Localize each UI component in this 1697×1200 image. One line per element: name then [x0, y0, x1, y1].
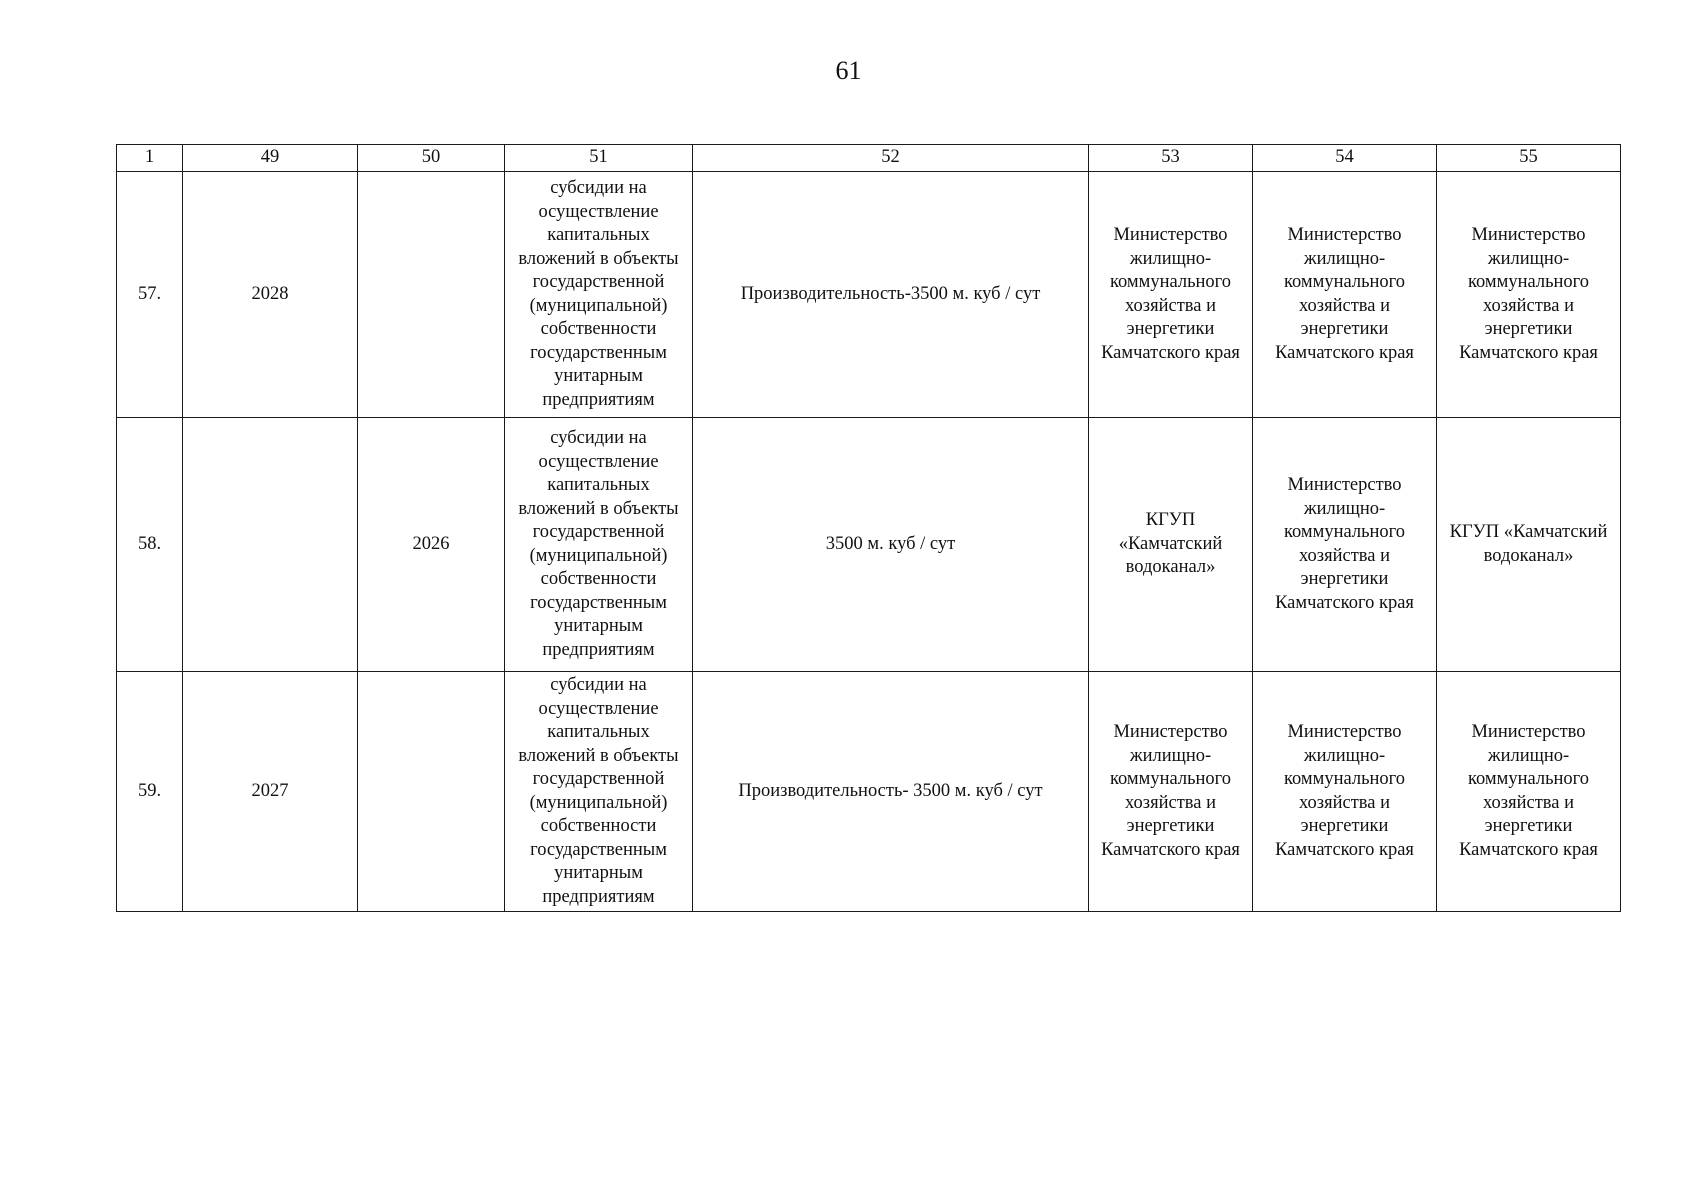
- table-cell: [358, 172, 505, 418]
- table-cell: Министерство жилищно-коммунального хозяйства и энергетики Камчатского края: [1437, 672, 1621, 912]
- table-cell: 2026: [358, 418, 505, 672]
- table-row: [117, 672, 1621, 912]
- column-header: 51: [505, 145, 693, 172]
- table-cell: Министерство жилищно-коммунального хозяйства и энергетики Камчатского края: [1089, 172, 1253, 418]
- table-cell: 2027: [183, 672, 358, 912]
- column-header: 52: [693, 145, 1089, 172]
- data-table: [116, 144, 1621, 912]
- page-number: 61: [835, 56, 862, 85]
- table-cell: Производительность-3500 м. куб / сут: [693, 172, 1089, 418]
- row-number-cell: 57.: [117, 172, 183, 418]
- row-number-cell: 59.: [117, 672, 183, 912]
- table-cell: [358, 672, 505, 912]
- table-cell: Министерство жилищно-коммунального хозяйства и энергетики Камчатского края: [1089, 672, 1253, 912]
- table-cell: 3500 м. куб / сут: [693, 418, 1089, 672]
- table-cell: субсидии на осуществление капитальных вложений в объекты государственной (муниципальной) собственности государственным унитарным предприятиям: [505, 672, 693, 912]
- column-header: 1: [117, 145, 183, 172]
- column-header: 55: [1437, 145, 1621, 172]
- table-cell: Производительность- 3500 м. куб / сут: [693, 672, 1089, 912]
- table-cell: КГУП «Камчатский водоканал»: [1089, 418, 1253, 672]
- column-header: 53: [1089, 145, 1253, 172]
- table-row: [117, 172, 1621, 418]
- table-cell: 2028: [183, 172, 358, 418]
- table-cell: Министерство жилищно-коммунального хозяйства и энергетики Камчатского края: [1437, 172, 1621, 418]
- table-cell: субсидии на осуществление капитальных вложений в объекты государственной (муниципальной) собственности государственным унитарным предприятиям: [505, 172, 693, 418]
- table-cell: субсидии на осуществление капитальных вложений в объекты государственной (муниципальной) собственности государственным унитарным предприятиям: [505, 418, 693, 672]
- table-cell: Министерство жилищно-коммунального хозяйства и энергетики Камчатского края: [1253, 672, 1437, 912]
- column-header: 54: [1253, 145, 1437, 172]
- table-row: [117, 418, 1621, 672]
- row-number-cell: 58.: [117, 418, 183, 672]
- table-header-row: [117, 145, 1621, 172]
- table-cell: Министерство жилищно-коммунального хозяйства и энергетики Камчатского края: [1253, 418, 1437, 672]
- column-header: 49: [183, 145, 358, 172]
- table-cell: [183, 418, 358, 672]
- column-header: 50: [358, 145, 505, 172]
- table-cell: КГУП «Камчатский водоканал»: [1437, 418, 1621, 672]
- table-cell: Министерство жилищно-коммунального хозяйства и энергетики Камчатского края: [1253, 172, 1437, 418]
